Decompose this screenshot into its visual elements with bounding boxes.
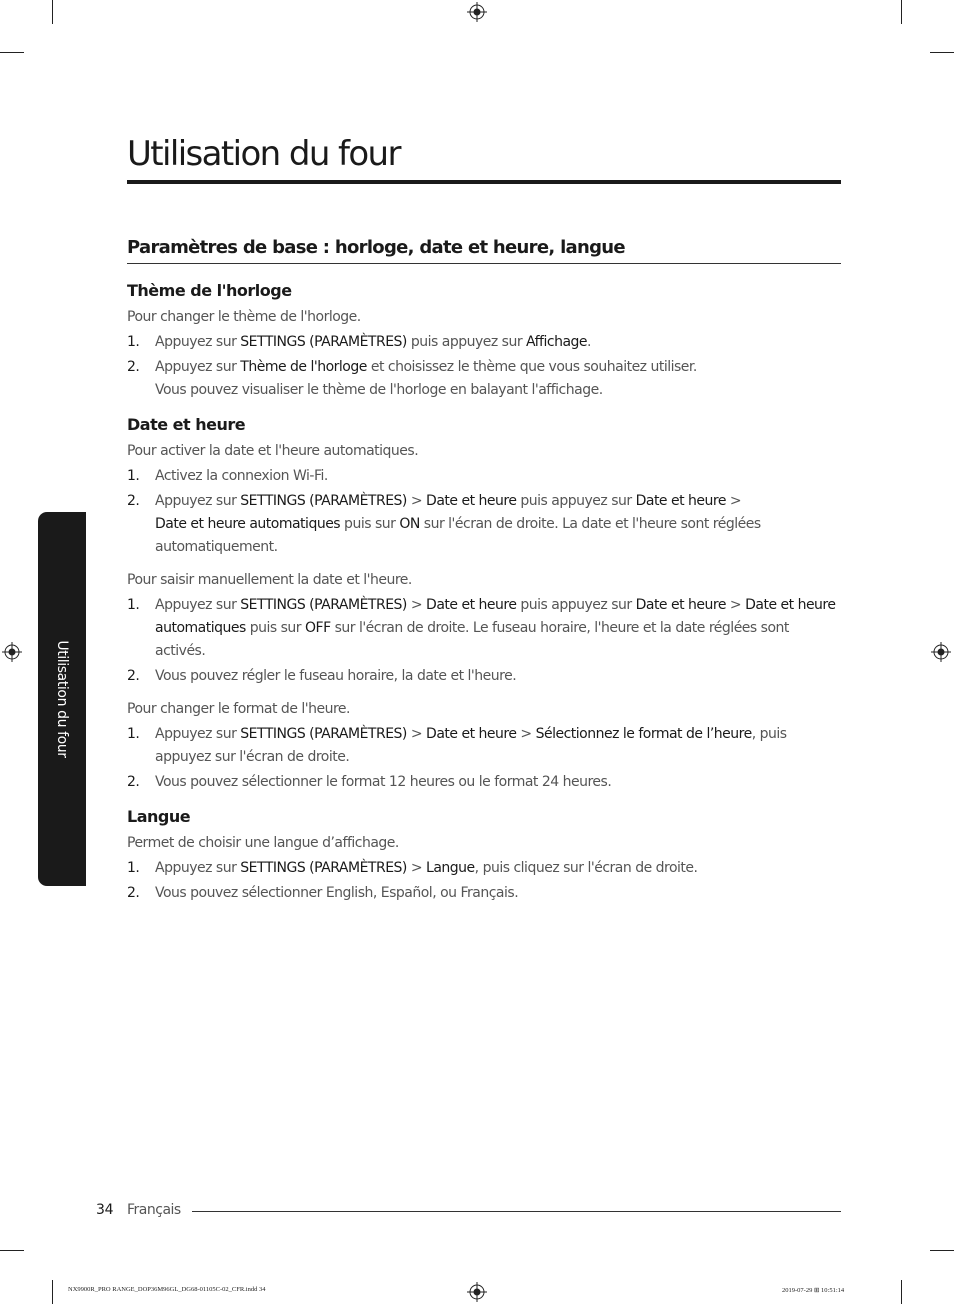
clock-theme-steps	[127, 331, 841, 402]
step-text: puis sur	[340, 516, 400, 532]
step-text: >	[406, 726, 427, 742]
footer-language: Français	[127, 1202, 181, 1218]
list-item	[127, 331, 841, 354]
crop-mark	[901, 0, 902, 24]
ui-term: SETTINGS (PARAMÈTRES)	[240, 493, 407, 509]
step-text: >	[406, 493, 427, 509]
ui-term: OFF	[305, 620, 331, 636]
ui-term: Date et heure automatiques	[155, 516, 341, 532]
page-number: 34	[96, 1202, 114, 1218]
list-item	[127, 356, 841, 402]
step-number: 1.	[127, 334, 140, 350]
ui-term: Langue	[426, 860, 475, 876]
registration-mark-icon	[467, 2, 487, 22]
crop-mark	[0, 1250, 24, 1251]
step-text: >	[516, 726, 536, 742]
title-rule	[127, 180, 841, 184]
step-text: puis sur	[245, 620, 305, 636]
list-item	[127, 882, 841, 905]
step-text: puis appuyez sur	[516, 597, 636, 613]
crop-mark	[930, 52, 954, 53]
print-slug-file: NX9900R_PRO RANGE_DOP36M96GL_DG68-01105C-02_CFR.indd 34	[68, 1286, 266, 1293]
date-time-block	[127, 414, 841, 794]
step-text: puis appuyez sur	[516, 493, 636, 509]
page-title: Utilisation du four	[127, 134, 400, 174]
crop-mark	[52, 0, 53, 24]
ui-term: Date et heure	[426, 726, 517, 742]
date-time-auto-intro: Pour activer la date et l'heure automatiques.	[127, 443, 419, 459]
step-number: 2.	[127, 885, 140, 901]
ui-term: Date et heure	[635, 493, 726, 509]
crop-mark	[0, 52, 24, 53]
language-intro: Permet de choisir une langue d’affichage.	[127, 835, 399, 851]
step-text: , puis appuyez sur l'écran de droite.	[155, 726, 787, 765]
step-text: Vous pouvez régler le fuseau horaire, la date et l'heure.	[155, 668, 517, 684]
step-text: >	[406, 597, 427, 613]
clock-theme-intro: Pour changer le thème de l'horloge.	[127, 309, 361, 325]
ui-term: SETTINGS (PARAMÈTRES)	[240, 334, 407, 350]
step-number: 1.	[127, 597, 140, 613]
step-text: , puis cliquez sur l'écran de droite.	[474, 860, 698, 876]
step-number: 1.	[127, 860, 140, 876]
step-text: Appuyez sur	[155, 359, 241, 375]
step-text: sur l'écran de droite. Le fuseau horaire, l'heure et la date réglées sont activés.	[155, 620, 789, 659]
side-tab-label: Utilisation du four	[54, 640, 70, 758]
list-item	[127, 665, 841, 688]
ui-term: ON	[399, 516, 420, 532]
page-content	[127, 280, 841, 905]
ui-term: SETTINGS (PARAMÈTRES)	[240, 860, 407, 876]
ui-term: Date et heure	[426, 493, 517, 509]
list-item	[127, 723, 841, 769]
step-number: 1.	[127, 726, 140, 742]
ui-term: Date et heure automatiques	[155, 597, 836, 636]
ui-term: SETTINGS (PARAMÈTRES)	[240, 726, 407, 742]
step-text: sur l'écran de droite. La date et l'heure sont réglées automatiquement.	[155, 516, 761, 555]
step-text: Activez la connexion Wi-Fi.	[155, 468, 328, 484]
list-item	[127, 465, 841, 488]
date-time-auto-steps	[127, 465, 841, 559]
ui-term: Date et heure	[635, 597, 726, 613]
ui-term: Affichage	[526, 334, 588, 350]
language-steps	[127, 857, 841, 905]
registration-mark-icon	[2, 642, 22, 662]
language-heading: Langue	[127, 807, 191, 826]
list-item	[127, 857, 841, 880]
step-number: 2.	[127, 359, 140, 375]
date-time-format-steps	[127, 723, 841, 794]
step-text: Appuyez sur	[155, 493, 241, 509]
step-text: .	[587, 334, 591, 350]
language-block	[127, 806, 841, 905]
step-note: Vous pouvez visualiser le thème de l'horloge en balayant l'affichage.	[155, 382, 603, 398]
date-time-format-intro: Pour changer le format de l'heure.	[127, 701, 350, 717]
crop-mark	[52, 1280, 53, 1304]
step-text: Appuyez sur	[155, 860, 241, 876]
registration-mark-icon	[931, 642, 951, 662]
date-time-manual-steps	[127, 594, 841, 688]
clock-theme-heading: Thème de l'horloge	[127, 281, 292, 300]
step-number: 2.	[127, 493, 140, 509]
section-rule	[127, 263, 841, 264]
step-text: et choisissez le thème que vous souhaitez utiliser.	[366, 359, 697, 375]
clock-theme-block	[127, 280, 841, 402]
step-number: 2.	[127, 668, 140, 684]
step-text: Vous pouvez sélectionner English, Español, ou Français.	[155, 885, 519, 901]
step-text: >	[725, 493, 742, 509]
step-number: 1.	[127, 468, 140, 484]
step-text: puis appuyez sur	[406, 334, 527, 350]
crop-mark	[930, 1250, 954, 1251]
step-text: Vous pouvez sélectionner le format 12 heures ou le format 24 heures.	[155, 774, 612, 790]
step-text: >	[725, 597, 746, 613]
print-slug-timestamp: 2019-07-29 ⊞ 10:51:14	[782, 1287, 845, 1294]
step-text: Appuyez sur	[155, 726, 241, 742]
ui-term: SETTINGS (PARAMÈTRES)	[240, 597, 407, 613]
step-text: >	[406, 860, 427, 876]
step-text: Appuyez sur	[155, 597, 241, 613]
registration-mark-icon	[467, 1282, 487, 1302]
ui-term: Date et heure	[426, 597, 517, 613]
crop-mark	[901, 1280, 902, 1304]
ui-term: Sélectionnez le format de l’heure	[535, 726, 752, 742]
step-text: Appuyez sur	[155, 334, 241, 350]
list-item	[127, 594, 841, 663]
date-time-manual-intro: Pour saisir manuellement la date et l'heure.	[127, 572, 412, 588]
list-item	[127, 771, 841, 794]
section-title: Paramètres de base : horloge, date et heure, langue	[127, 237, 625, 258]
footer-rule	[192, 1211, 841, 1212]
date-time-heading: Date et heure	[127, 415, 246, 434]
ui-term: Thème de l'horloge	[240, 359, 367, 375]
step-number: 2.	[127, 774, 140, 790]
list-item	[127, 490, 841, 559]
